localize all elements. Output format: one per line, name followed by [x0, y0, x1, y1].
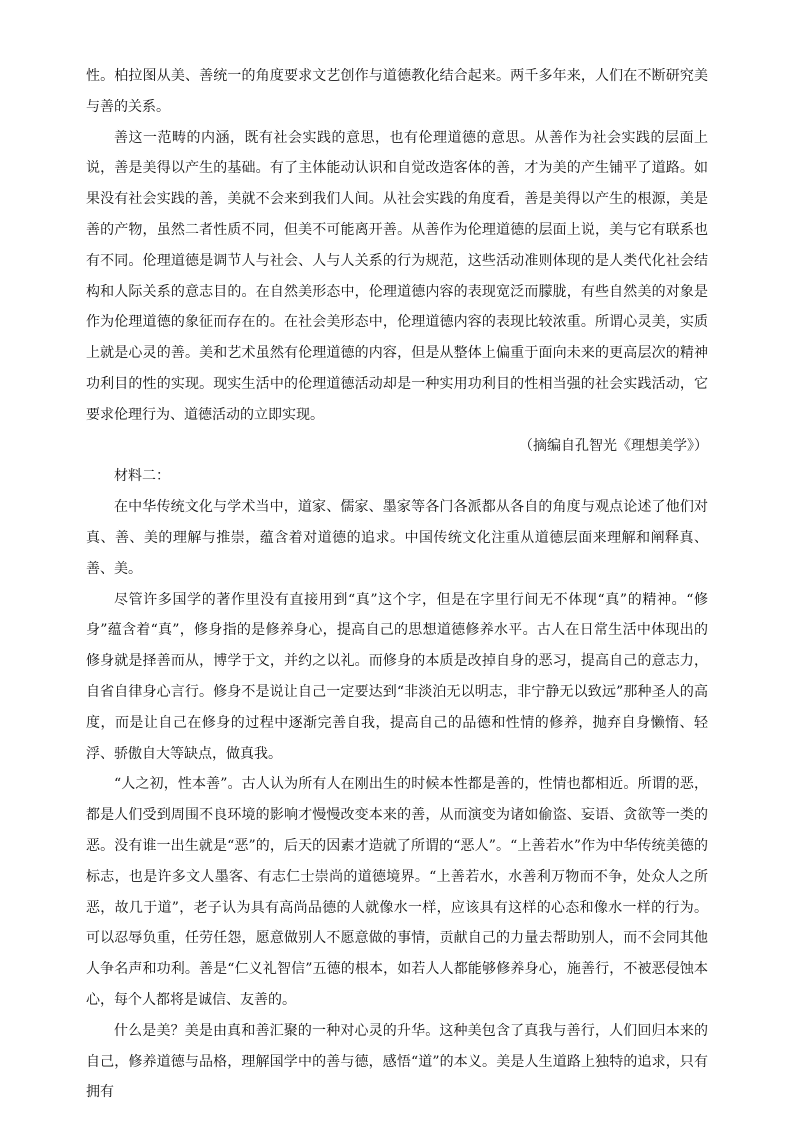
paragraph-traditional-culture: 在中华传统文化与学术当中，道家、儒家、墨家等各门各派都从各自的角度与观点论述了他们对真、善、美的理解与推崇，蕴含着对道德的追求。中国传统文化注重从道德层面来理解和阐释真、善、美。: [86, 499, 708, 577]
paragraph-goodness-concept: 善这一范畴的内涵，既有社会实践的意思，也有伦理道德的意思。从善作为社会实践的层面上说，善是美得以产生的基础。有了主体能动认识和自觉改造客体的善，才为美的产生铺平了道路。如果没有社会实践的善，美就不会来到我们人间。从社会实践的角度看，善是美得以产生的根源，美是善的产物，虽然二者性质不同，但美不可能离开善。从善作为伦理道德的层面上说，美与它有联系也有不同。伦理道德是调节人与社会、人与人关系的行为规范，这些活动准则体现的是人类代化社会结构和人际关系的意志目的。在自然美形态中，伦理道德内容的表现宽泛而朦胧，有些自然美的对象是作为伦理道德的象征而存在的。在社会美形态中，伦理道德内容的表现比较浓重。所谓心灵美，实质上就是心灵的善。美和艺术虽然有伦理道德的内容，但是从整体上偏重于面向未来的更高层次的精神功利目的性的实现。现实生活中的伦理道德活动却是一种实用功利目的性相当强的社会实践活动，它要求伦理行为、道德活动的立即实现。: [86, 129, 708, 423]
source-citation: （摘编自孔智光《理想美学》）: [519, 437, 708, 454]
paragraph-continuation: 性。柏拉图从美、善统一的角度要求文艺创作与道德教化结合起来。两千多年来，人们在不断研究美与善的关系。: [86, 68, 708, 115]
paragraph-truth-self-cultivation: 尽管许多国学的著作里没有直接用到“真”这个字，但是在字里行间无不体现“真”的精神。“修身”蕴含着“真”，修身指的是修养身心，提高自己的思想道德修养水平。古人在日常生活中体现出的修身就是择善而从，博学于文，并约之以礼。而修身的本质是改掉自身的恶习，提高自己的意志力，自省自律身心言行。修身不是说让自己一定要达到“非淡泊无以明志，非宁静无以致远”那种圣人的高度，而是让自己在修身的过程中逐渐完善自我，提高自己的品德和性情的修养，抛弃自身懒惰、轻浮、骄傲自大等缺点，做真我。: [86, 591, 708, 762]
paragraph-what-is-beauty: 什么是美？美是由真和善汇聚的一种对心灵的升华。这种美包含了真我与善行，人们回归本来的自己，修养道德与品格，理解国学中的善与德，感悟“道”的本义。美是人生道路上独特的追求，只有拥有: [86, 1022, 708, 1101]
paragraph-human-nature-good: “人之初，性本善”。古人认为所有人在刚出生的时候本性都是善的，性情也都相近。所谓的恶，都是人们受到周围不良环境的影响才慢慢改变本来的善，从而演变为诸如偷盗、妄语、贪欲等一类的恶。没有谁一出生就是“恶”的，后天的因素才造就了所谓的“恶人”。“上善若水”作为中华传统美德的标志，也是许多文人墨客、有志仁士崇尚的道德境界。“上善若水，水善利万物而不争，处众人之所恶，故几于道”，老子认为具有高尚品德的人就像水一样，应该具有这样的心态和像水一样的行为。可以忍辱负重，任劳任怨，愿意做别人不愿意做的事情，贡献自己的力量去帮助别人，而不会同其他人争名声和功利。善是“仁义礼智信”五德的根本，如若人人都能够修养身心，施善行，不被恶侵蚀本心，每个人都将是诚信、友善的。: [86, 776, 708, 1008]
material-two-heading: 材料二：: [114, 468, 170, 485]
